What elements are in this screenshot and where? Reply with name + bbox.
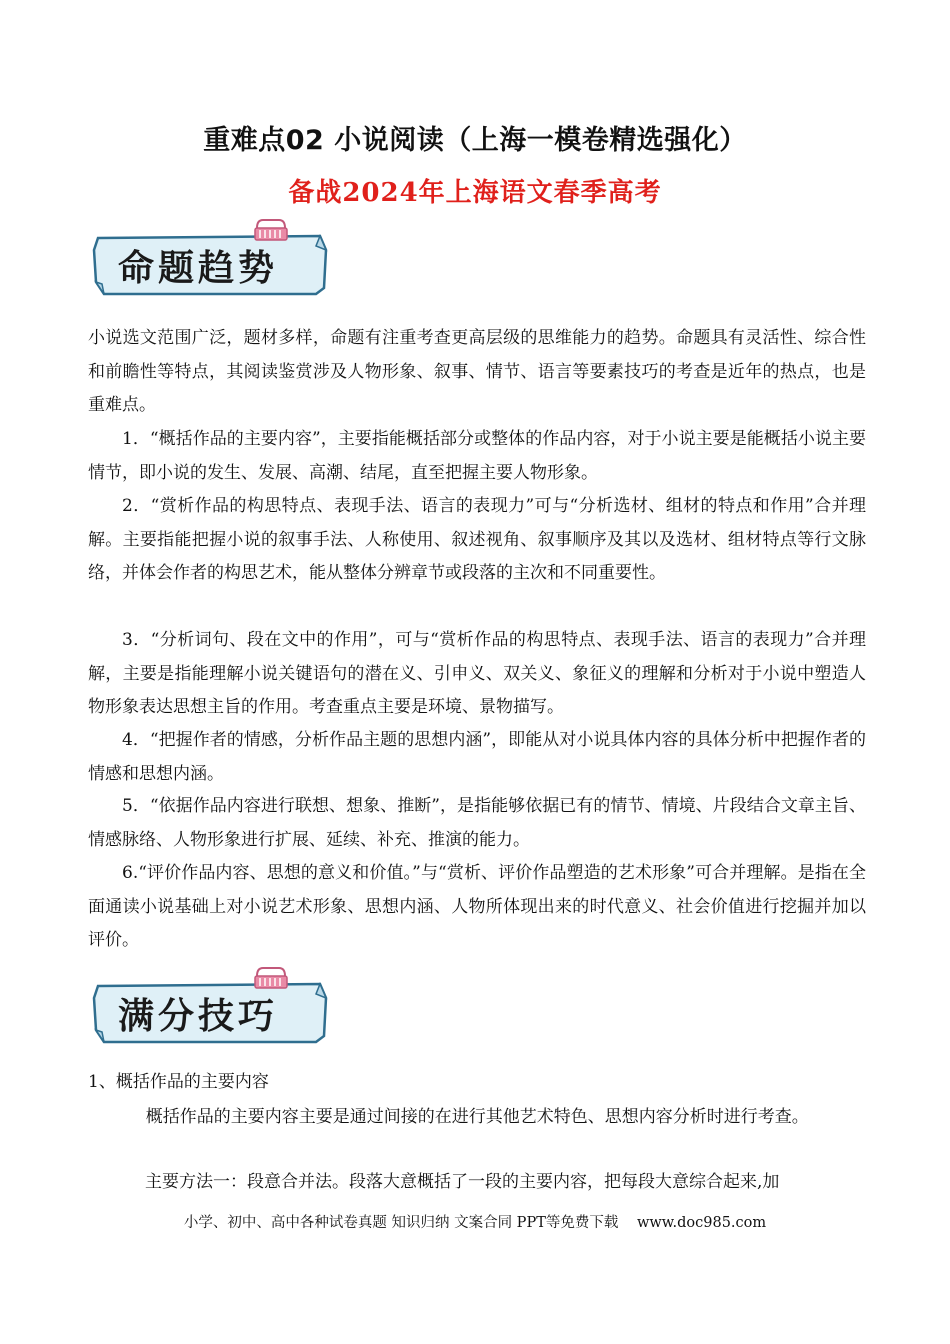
document-subtitle: 备战2024年上海语文春季高考 — [288, 178, 662, 208]
badge-label-skills: 满分技巧 — [118, 995, 279, 1037]
trend-point-1: 1．“概括作品的主要内容”，主要指能概括部分或整体的作品内容，对于小说主要是能概括小说主要情节，即小说的发生、发展、高潮、结尾，直至把握主要人物形象。 — [88, 429, 866, 483]
trend-point-4: 4．“把握作者的情感，分析作品主题的思想内涵”，即能从对小说具体内容的具体分析中把握作者的情感和思想内涵。 — [88, 730, 866, 784]
trend-intro-paragraph: 小说选文范围广泛，题材多样，命题有注重考查更高层级的思维能力的趋势。命题具有灵活性、综合性和前瞻性等特点，其阅读鉴赏涉及人物形象、叙事、情节、语言等要素技巧的考查是近年的热点，也是重难点。 — [88, 328, 866, 415]
badge-label-trend: 命题趋势 — [118, 247, 279, 289]
page-footer — [0, 1211, 950, 1232]
trend-point-5: 5．“依据作品内容进行联想、想象、推断”，是指能够依据已有的情节、情境、片段结合文章主旨、情感脉络、人物形象进行扩展、延续、补充、推演的能力。 — [88, 796, 866, 850]
section-badge-skills — [88, 976, 334, 1048]
footer-url-link[interactable]: www.doc985.com — [636, 1215, 767, 1231]
trend-point-6: 6.“评价作品内容、思想的意义和价值。”与“赏析、评价作品塑造的艺术形象”可合并理解。是指在全面通读小说基础上对小说艺术形象、思想内涵、人物所体现出来的时代意义、社会价值进行挖掘并加以评价。 — [88, 863, 866, 950]
trend-point-3: 3．“分析词句、段在文中的作用”，可与“赏析作品的构思特点、表现手法、语言的表现力”合并理解，主要是指能理解小说关键语句的潜在义、引申义、双关义、象征义的理解和分析对于小说中塑造人物形象表达思想主旨的作用。考查重点主要是环境、景物描写。 — [88, 630, 866, 717]
skills-paragraph-2: 主要方法一：段意合并法。段落大意概括了一段的主要内容，把每段大意综合起来,加 — [145, 1172, 780, 1192]
trend-point-2: 2．“赏析作品的构思特点、表现手法、语言的表现力”可与“分析选材、组材的特点和作用”合并理解。主要指能把握小说的叙事手法、人称使用、叙述视角、叙事顺序及其以及选材、组材特点等行文脉络，并体会作者的构思艺术，能从整体分辨章节或段落的主次和不同重要性。 — [88, 496, 866, 583]
document-title: 重难点02 小说阅读（上海一模卷精选强化） — [203, 125, 747, 156]
skills-paragraph-1: 概括作品的主要内容主要是通过间接的在进行其他艺术特色、思想内容分析时进行考查。 — [145, 1107, 809, 1127]
section-badge-trend — [88, 228, 334, 300]
skills-heading: 1、概括作品的主要内容 — [88, 1072, 269, 1092]
footer-text: 小学、初中、高中各种试卷真题 知识归纳 文案合同 PPT等免费下载 — [183, 1215, 619, 1231]
